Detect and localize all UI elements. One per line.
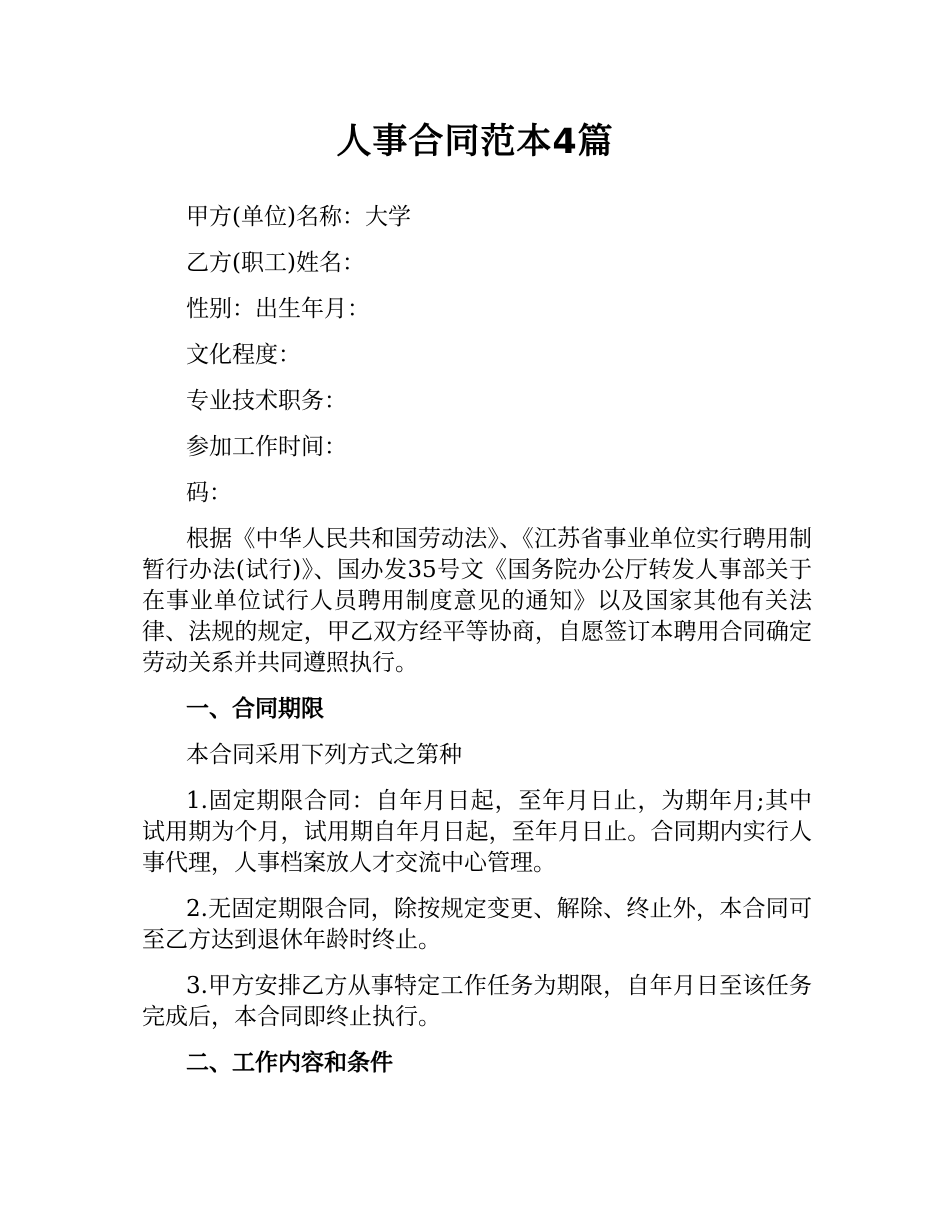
section-heading-contract-term: 一、合同期限	[186, 696, 324, 722]
clause-fixed-term: 1.固定期限合同：自年月日起，至年月日止，为期年月;其中试用期为个月，试用期自年月日起，至年月日止。合同期内实行人事代理，人事档案放人才交流中心管理。	[142, 788, 812, 876]
clause-task-based: 3.甲方安排乙方从事特定工作任务为期限，自年月日至该任务完成后，本合同即终止执行。	[142, 973, 812, 1030]
field-employee-name: 乙方(职工)姓名：	[186, 250, 365, 276]
field-gender-birth: 性别：出生年月：	[186, 296, 370, 322]
field-work-start-date: 参加工作时间：	[186, 434, 347, 460]
clause-open-ended: 2.无固定期限合同，除按规定变更、解除、终止外，本合同可至乙方达到退休年龄时终止。	[142, 896, 812, 953]
document-body	[142, 202, 812, 1094]
field-employer-name: 甲方(单位)名称：大学	[186, 204, 411, 230]
field-professional-title: 专业技术职务：	[186, 388, 347, 414]
intro-paragraph: 根据《中华人民共和国劳动法》、《江苏省事业单位实行聘用制暂行办法(试行)》、国办发35号文《国务院办公厅转发人事部关于在事业单位试行人员聘用制度意见的通知》以及国家其他有关法律、法规的规定，甲乙双方经平等协商，自愿签订本聘用合同确定劳动关系并共同遵照执行。	[142, 526, 812, 676]
section-heading-work-content: 二、工作内容和条件	[186, 1050, 393, 1076]
document-title: 人事合同范本4篇	[336, 122, 614, 162]
section-lead: 本合同采用下列方式之第种	[186, 742, 462, 768]
field-education: 文化程度：	[186, 342, 301, 368]
field-code: 码：	[186, 480, 232, 506]
